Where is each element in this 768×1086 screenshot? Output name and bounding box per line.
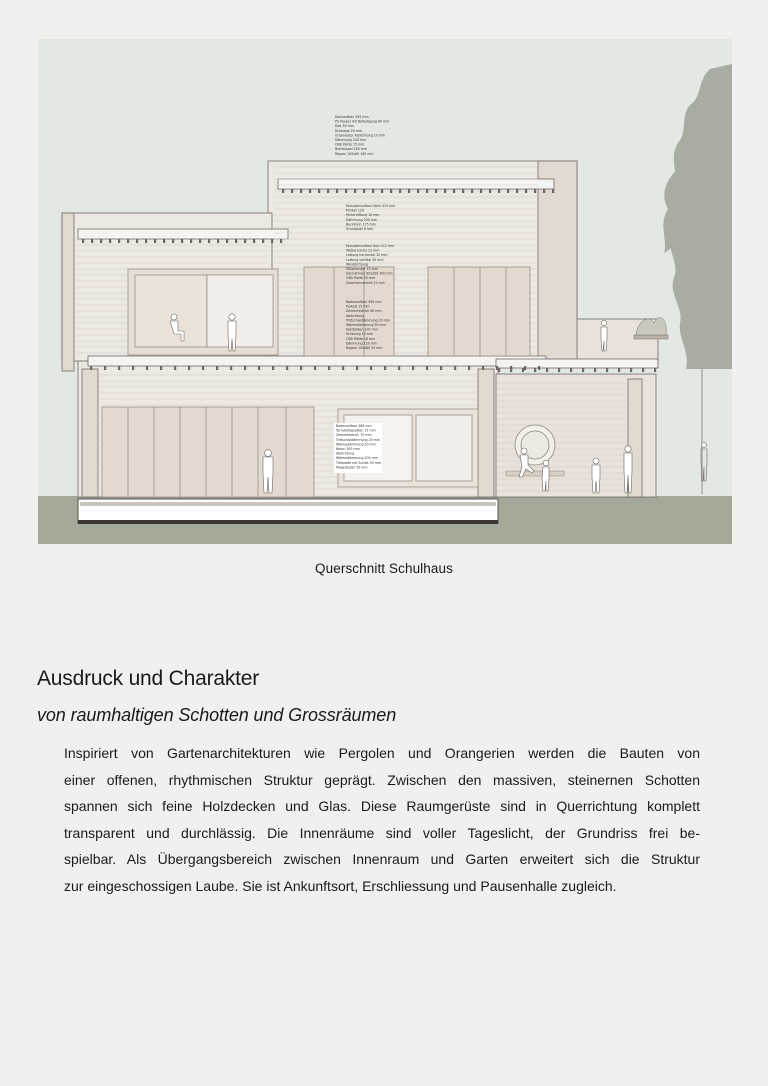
annotation-line: Rippen 100x80 160 mm	[335, 151, 374, 156]
annotation-line: Parkett 15 mm	[346, 304, 370, 309]
paragraph-line: zur eingeschossigen Laube. Sie ist Ankunftsort, Erschliessung und Pausenhalle zugleich.	[64, 877, 617, 894]
annotation-line: Abdichtung	[346, 313, 365, 318]
annotation-floor-construction-ground	[334, 423, 382, 473]
paragraph-line: einer offenen, rhythmischen Struktur geprägt. Zwischen den massiven, steinernen Schotten	[64, 771, 700, 788]
annotation-line: Trittschalldämmung 20 mm	[336, 437, 380, 442]
annotation-line: Trittschalldämmung 20 mm	[346, 318, 390, 323]
annotation-line: Bodenaufbau 468 mm	[336, 424, 372, 428]
annotation-line: Holzbalken 100 mm	[346, 327, 378, 332]
body-paragraph	[64, 740, 700, 899]
annotation-line: Dachaufbau 555 mm	[335, 115, 369, 119]
annotation-line: Beton 300 mm	[336, 447, 360, 451]
annotation-line: Lattung vertikal 30 mm	[346, 257, 384, 262]
annotation-line: PV Paneel mit Befestigung 60 mm	[335, 119, 390, 124]
annotation-line: OSB Platte 15 mm	[346, 276, 376, 281]
paragraph-line: spielbar. Als Übergangsbereich zwischen Innenraum und Garten erweitert sich die Struktur	[64, 851, 700, 867]
paragraph-line: Inspiriert von Gartenarchitekturen wie Pergolen und Orangerien werden die Bauten von	[64, 745, 700, 761]
annotation-line: Schalung 15 mm	[346, 332, 373, 337]
paragraph-line: spannen sich feine Holzdecken und Glas. Diese Raumgerüste sind in Querrichtung komplett	[64, 798, 700, 814]
annotation-line: Backstein 175 mm	[346, 222, 376, 227]
annotation-line: Grundputz 8 mm	[346, 227, 374, 231]
annotation-line: Stülpfenster 15 mm	[346, 267, 378, 271]
section-subheading: von raumhaltigen Schotten und Grossräumen	[37, 705, 397, 725]
annotation-line: Dämmung 120 mm	[346, 341, 378, 346]
annotation-line: Rippen 100x80 50 mm	[346, 346, 383, 350]
annotation-line: Wärmedämmung 20 mm	[336, 442, 376, 447]
annotation-line: Lattung horizontal 30 mm	[346, 253, 388, 258]
annotation-line: OSB Platte 18 mm	[346, 336, 376, 341]
annotation-line: Wetterschutz 21 mm	[346, 248, 380, 253]
annotation-line: Bodenaufbau 490 mm	[346, 300, 382, 304]
annotation-line: Zementestrich 70 mm	[336, 433, 372, 438]
annotation-line: Brettstapel 160 mm	[335, 147, 367, 152]
annotation-line: Fassadenaufbau Holz 412 mm	[346, 244, 395, 248]
annotation-line: Holzrahmen 60x200 200 mm	[346, 271, 393, 276]
annotation-line: Drainage 20 mm	[335, 128, 362, 133]
annotation-line: Magerbeton 50 mm	[336, 465, 368, 470]
foundation	[78, 499, 498, 524]
annotation-line: Zwischenschicht 21 mm	[346, 280, 385, 285]
annotation-line: Tiefplatte mit Schott 50 mm	[336, 460, 381, 465]
annotation-line: Hinterlüftung 10 mm	[346, 213, 380, 218]
annotation-line: Zementestrich 80 mm	[346, 309, 382, 314]
paragraph-line: transparent und durchlässig. Die Innenräume sind voller Tageslicht, der Grundriss frei be-	[64, 824, 700, 841]
annotation-line: Wärmedämmung 200 mm	[336, 456, 378, 461]
section-heading: Ausdruck und Charakter	[37, 667, 260, 690]
annotation-line: Wärmedämmung 50 mm	[346, 323, 386, 327]
annotation-line: Winddichtung	[346, 262, 369, 267]
annotation-line: Klinker 120	[346, 208, 364, 213]
annotation-line: Dämmung 240 mm	[335, 138, 367, 142]
annotation-line: Urbanisator Abdichtung 10 mm	[335, 133, 386, 138]
figure-caption: Querschnitt Schulhaus	[315, 561, 453, 576]
section-drawing	[38, 39, 732, 544]
annotation-line: Dämmung 200 mm	[346, 217, 378, 222]
annotation-line: OSB Platte 15 mm	[335, 142, 365, 147]
annotation-line: Abdichtung	[336, 451, 355, 456]
annotation-line: Terrakottaplatten 15 mm	[336, 428, 376, 433]
annotation-line: Kies 50 mm	[335, 124, 354, 129]
annotation-line: Fassadenaufbau Stein 515 mm	[346, 204, 396, 208]
